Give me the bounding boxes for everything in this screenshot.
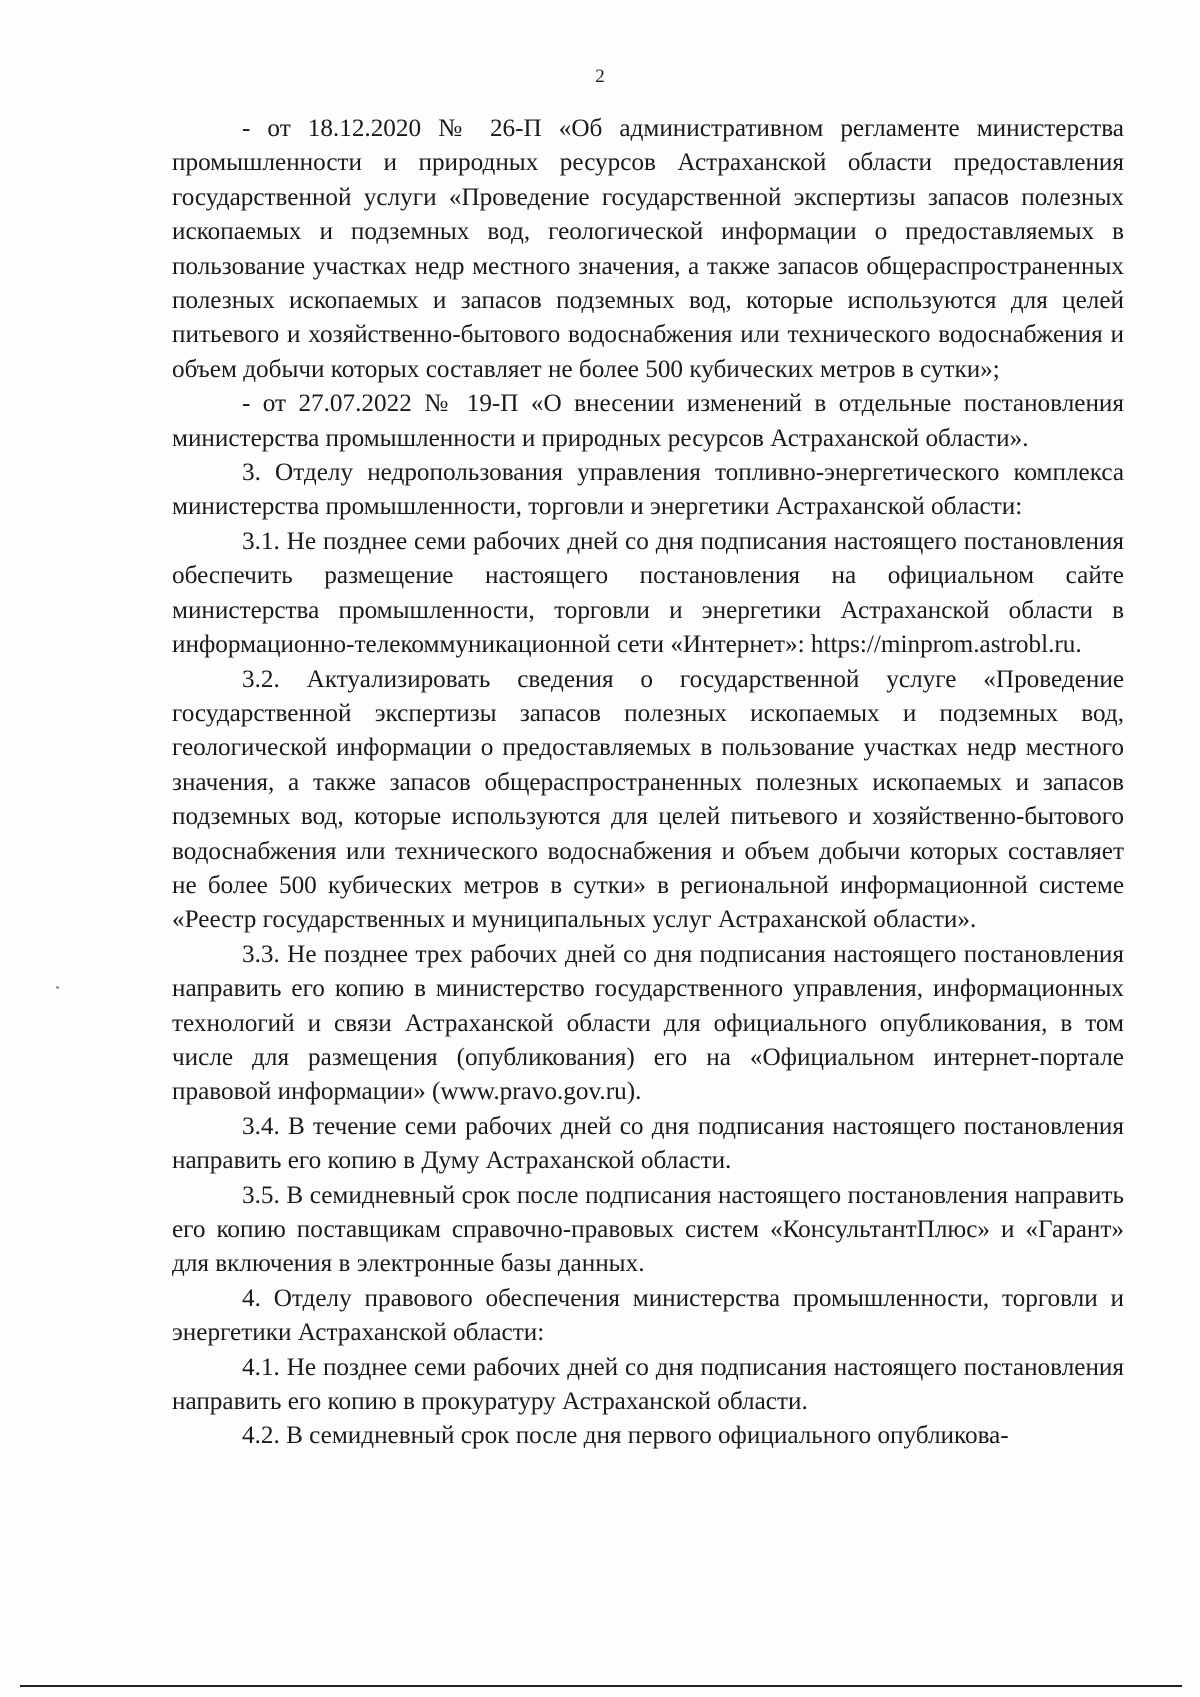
paragraph-resolution-26p: - от 18.12.2020 № 26-П «Об административном регламенте министерства промышленности и природных ресурсов Астраханской области предоставления государственной услуги «Проведение государственной экспертизы запасов полезных ископаемых и подземных вод, геологической информации о предоставляемых в пользование участках недр местного значения, а также запасов общераспространенных полезных ископаемых и запасов подземных вод, которые используются для целей питьевого и хозяйственно-бытового водоснабжения или технического водоснабжения и объем добычи которых составляет не более 500 кубических метров в сутки»; xyxy=(172,115,1124,383)
paragraph-resolution-19p: - от 27.07.2022 № 19-П «О внесении изменений в отдельные постановления министерства промышленности и природных ресурсов Астраханской области». xyxy=(172,390,1124,452)
paragraph-item-4-1: 4.1. Не позднее семи рабочих дней со дня подписания настоящего постановления направить его копию в прокуратуру Астраханской области. xyxy=(172,1353,1124,1416)
page-number: 2 xyxy=(595,66,605,87)
document-body xyxy=(172,112,1124,1454)
paragraph-item-3: 3. Отделу недропользования управления топливно-энергетического комплекса министерства промышленности, торговли и энергетики Астраханской области: xyxy=(172,459,1124,521)
paragraph-item-3-1: 3.1. Не позднее семи рабочих дней со дня подписания настоящего постановления обеспечить размещение настоящего постановления на официальном сайте министерства промышленности, торговли и энергетики Астраханской области в информационно-телекоммуникационной сети «Интернет»: https://minprom.astrobl.ru. xyxy=(172,527,1124,659)
paragraph-item-3-3: 3.3. Не позднее трех рабочих дней со дня подписания настоящего постановления направить его копию в министерство государственного управления, информационных технологий и связи Астраханской области для официального опубликования, в том числе для размещения (опубликования) его на «Официальном интернет-портале правовой информации» (www.pravo.gov.ru). xyxy=(172,940,1124,1106)
paragraph-item-4: 4. Отделу правового обеспечения министерства промышленности, торговли и энергетики Астраханской области: xyxy=(172,1284,1124,1347)
paragraph-item-4-2: 4.2. В семидневный срок после дня первого официального опубликова- xyxy=(242,1422,1009,1450)
scan-bottom-edge xyxy=(20,1685,1182,1687)
paragraph-item-3-5: 3.5. В семидневный срок после подписания настоящего постановления направить его копию поставщикам справочно-правовых систем «КонсультантПлюс» и «Гарант» для включения в электронные базы данных. xyxy=(172,1181,1124,1278)
paragraph-item-3-2: 3.2. Актуализировать сведения о государственной услуге «Проведение государственной экспертизы запасов полезных ископаемых и подземных вод, геологической информации о предоставляемых в пользование участках недр местного значения, а также запасов общераспространенных полезных ископаемых и запасов подземных вод, которые используются для целей питьевого и хозяйственно-бытового водоснабжения или технического водоснабжения и объем добычи которых составляет не более 500 кубических метров в сутки» в региональной информационной системе «Реестр государственных и муниципальных услуг Астраханской области». xyxy=(172,665,1124,934)
paragraph-item-3-4: 3.4. В течение семи рабочих дней со дня подписания настоящего постановления направить его копию в Думу Астраханской области. xyxy=(172,1112,1124,1175)
scan-speck xyxy=(56,986,59,989)
